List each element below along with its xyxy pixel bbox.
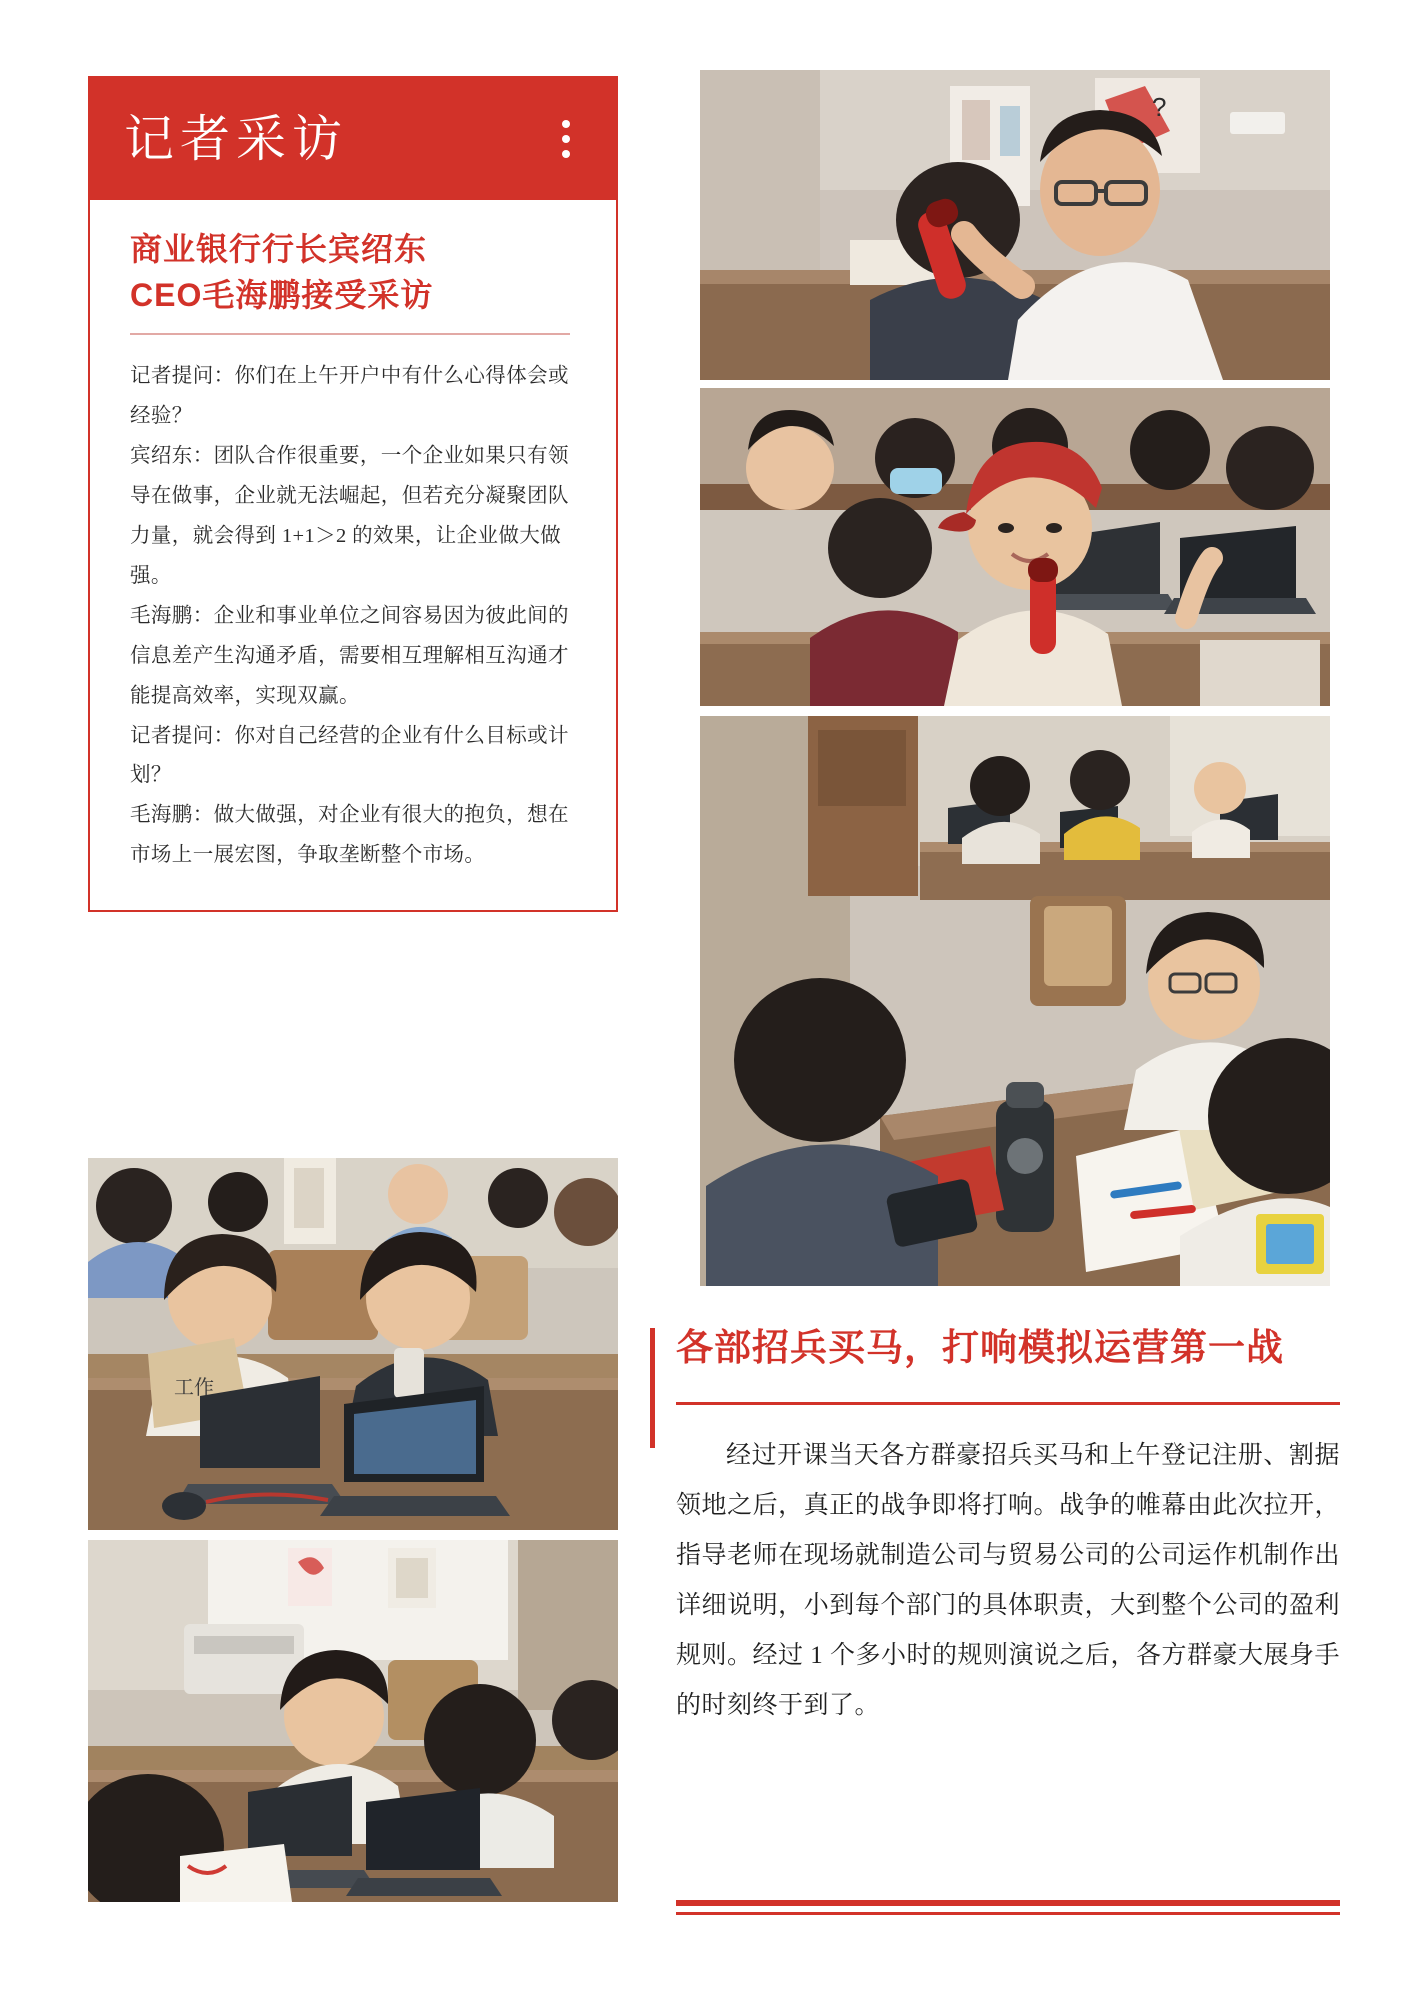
svg-text:工作: 工作	[174, 1377, 214, 1399]
photo-group-table	[700, 716, 1330, 1286]
footer-divider	[676, 1900, 1340, 1915]
photo-whiteboard-team	[88, 1540, 618, 1902]
interview-card	[88, 76, 618, 912]
kebab-menu-icon[interactable]	[562, 120, 570, 158]
photo-classroom-cap	[700, 388, 1330, 706]
subtitle-divider	[130, 333, 570, 335]
interview-subtitle-line-2: CEO毛海鹏接受采访	[130, 277, 434, 314]
article-title: 各部招兵买马，打响模拟运营第一战	[676, 1327, 1284, 1368]
interview-paragraph: 宾绍东：团队合作很重要，一个企业如果只有领导在做事，企业就无法崛起，但若充分凝聚团队力量，就会得到 1+1＞2 的效果，让企业做大做强。	[130, 444, 569, 587]
interview-paragraph: 记者提问：你对自己经营的企业有什么目标或计划？	[130, 724, 569, 787]
interview-header-title: 记者采访	[124, 111, 348, 167]
interview-subtitle-line-1: 商业银行行长宾绍东	[130, 231, 428, 267]
article-divider	[676, 1402, 1340, 1405]
photo-interview-speaker	[700, 70, 1330, 380]
interview-card-body	[90, 200, 616, 910]
interview-subtitle	[130, 226, 578, 319]
svg-text:?: ?	[1152, 92, 1167, 122]
interview-paragraph: 毛海鹏：企业和事业单位之间容易因为彼此间的信息差产生沟通矛盾，需要相互理解相互沟通才能提高效率，实现双赢。	[130, 604, 569, 707]
article-section	[650, 1320, 1340, 1731]
article-accent-bar	[650, 1328, 655, 1448]
interview-paragraph: 毛海鹏：做大做强，对企业有很大的抱负，想在市场上一展宏图，争取垄断整个市场。	[130, 804, 569, 867]
photo-laptops-girls	[88, 1158, 618, 1530]
interview-card-header	[90, 78, 616, 200]
footer-rule-thick	[676, 1900, 1340, 1906]
interview-paragraph: 记者提问：你们在上午开户中有什么心得体会或经验？	[130, 364, 569, 427]
footer-rule-thin	[676, 1912, 1340, 1915]
article-body: 经过开课当天各方群豪招兵买马和上午登记注册、割据领地之后，真正的战争即将打响。战争的帷幕由此次拉开，指导老师在现场就制造公司与贸易公司的公司运作机制作出详细说明，小到每个部门的具体职责，大到整个公司的盈利规则。经过 1 个多小时的规则演说之后，各方群豪大展身手的时刻终于到了。	[676, 1441, 1341, 1719]
